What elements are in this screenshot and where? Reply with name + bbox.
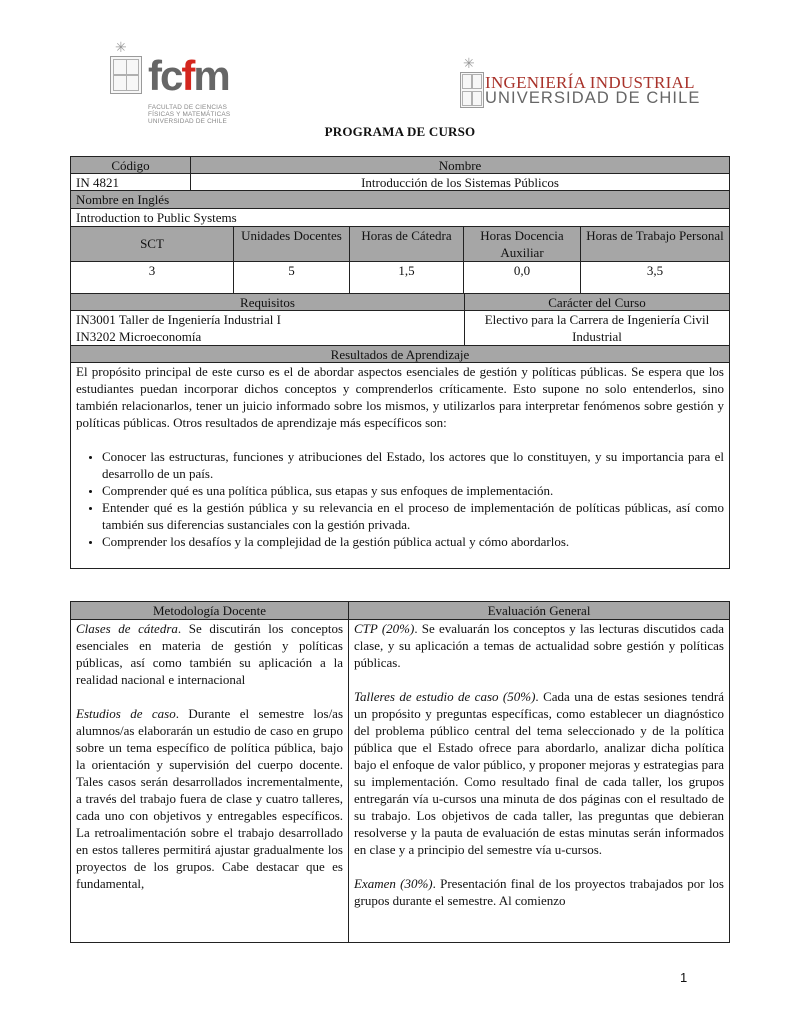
university-crest-icon: [110, 56, 142, 94]
caracter-header: Carácter del Curso: [464, 293, 730, 311]
fcfm-wordmark: fcfm: [148, 52, 229, 99]
resultados-list: [76, 448, 724, 550]
metodologia-paragraph: Estudios de caso. Durante el semestre los/as alumnos/as elaborarán un estudio de caso en grupo sobre un tema específico de política pública, bajo la orientación y supervisión del cuerpo docente. Tales casos serán desarrollados incrementalmente, a través del trabajo fuera de clase y cuatro talleres, cada uno con objetivos y entregables específicos. La retroalimentación sobre el trabajo desarrollado en estos talleres permitirá ajustar gradualmente los proyectos de los grupos. Cabe destacar que es fundamental,: [76, 706, 344, 891]
caracter-value: Electivo para la Carrera de Ingeniería Civil Industrial: [464, 310, 730, 346]
logo-line-2: UNIVERSIDAD DE CHILE: [485, 89, 701, 107]
paragraph-lead: CTP (20%): [354, 621, 415, 636]
sun-icon: ✳: [463, 57, 475, 72]
evaluacion-header: Evaluación General: [348, 601, 730, 620]
nombre-header: Nombre: [190, 156, 730, 174]
evaluacion-paragraph: Talleres de estudio de caso (50%). Cada una de estas sesiones tendrá un propósito y preguntas específicas, como establecer un diagnóstico del problema público central del tema seleccionado y de la política pública que el Estado ofrece para abordarlo, analizar dicha política bajo el enfoque de valor público, y proponer mejoras y estrategias para su implementación. Como resultado final de cada taller, los grupos entregarán vía u-cursos una minuta de dos páginas con el resultado de su trabajo. Los objetivos de cada taller, las preguntas que debieran resolverse y la pauta de evaluación de estas minutas serán informados en clase y a principio del semestre vía u-cursos.: [354, 689, 724, 857]
paragraph-lead: Clases de cátedra: [76, 621, 178, 636]
horas-docencia-auxiliar-header: Horas Docencia Auxiliar: [463, 226, 581, 262]
sct-header: SCT: [70, 226, 234, 262]
fcfm-subtitle: FACULTAD DE CIENCIAS FÍSICAS Y MATEMÁTICAS UNIVERSIDAD DE CHILE: [148, 104, 231, 125]
ingenieria-industrial-logo: [459, 57, 701, 110]
nombre-ingles-header: Nombre en Inglés: [70, 190, 730, 209]
nombre-value: Introducción de los Sistemas Públicos: [190, 173, 730, 191]
requisito-item: IN3001 Taller de Ingeniería Industrial I: [76, 312, 281, 327]
resultado-item: • Conocer las estructuras, funciones y atribuciones del Estado, los actores que lo constituyen, y su importancia para el desarrollo de un país.: [102, 448, 724, 482]
paragraph-lead: Estudios de caso: [76, 706, 176, 721]
metodologia-header: Metodología Docente: [70, 601, 349, 620]
evaluacion-paragraph: CTP (20%). Se evaluarán los conceptos y las lecturas discutidos cada clase, y su aplicación a temas de actualidad sobre gestión y políticas públicas.: [354, 621, 724, 670]
metodologia-paragraph: Clases de cátedra. Se discutirán los conceptos esenciales en materia de gestión y políticas públicas, así como también su aplicación a la realidad nacional e internacional: [76, 621, 344, 687]
horas-docencia-auxiliar-value: 0,0: [463, 261, 581, 294]
evaluacion-body: [348, 619, 730, 943]
codigo-value: IN 4821: [70, 173, 191, 191]
resultado-item: • Comprender qué es una política pública, sus etapas y sus enfoques de implementación.: [102, 482, 724, 499]
page-number: 1: [680, 970, 688, 985]
resultados-header: Resultados de Aprendizaje: [70, 345, 730, 363]
nombre-ingles-value: Introduction to Public Systems: [70, 208, 730, 227]
unidades-docentes-value: 5: [233, 261, 350, 294]
codigo-header: Código: [70, 156, 191, 174]
requisito-item: IN3202 Microeconomía: [76, 329, 202, 344]
resultados-body: [70, 362, 730, 569]
horas-trabajo-personal-value: 3,5: [580, 261, 730, 294]
logo-line-1: INGENIERÍA INDUSTRIAL: [485, 73, 695, 92]
document-title: PROGRAMA DE CURSO: [324, 124, 476, 139]
unidades-docentes-header: Unidades Docentes: [233, 226, 350, 262]
resultados-intro: El propósito principal de este curso es el de abordar aspectos esenciales de gestión y políticas públicas. Se espera que los estudiantes puedan incorporar dichos conceptos y comprenderlos críticamente. Esto supone no solo entenderlos, sino también relacionarlos, tener un juicio informado sobre los mismos, y utilizarlos para interpretar fenómenos sobre gestión y políticas públicas. Otros resultados de aprendizaje más específicos son:: [76, 364, 724, 430]
paragraph-lead: Examen (30%): [354, 876, 433, 891]
resultado-item: • Entender qué es la gestión pública y su relevancia en el proceso de implementación de políticas públicas, así como también sus diferencias sustanciales con la gestión privada.: [102, 499, 724, 533]
metodologia-body: [70, 619, 349, 943]
resultado-item: • Comprender los desafíos y la complejidad de la gestión pública actual y cómo abordarlos.: [102, 533, 724, 550]
paragraph-lead: Talleres de estudio de caso (50%): [354, 689, 536, 704]
evaluacion-paragraph: Examen (30%). Presentación final de los proyectos trabajados por los grupos durante el semestre. Al comienzo: [354, 876, 724, 908]
fcfm-logo: [108, 42, 233, 128]
requisitos-header: Requisitos: [70, 293, 465, 311]
university-crest-icon: [460, 72, 484, 108]
horas-trabajo-personal-header: Horas de Trabajo Personal: [580, 226, 730, 262]
horas-catedra-header: Horas de Cátedra: [349, 226, 464, 262]
requisitos-list: [70, 310, 465, 346]
horas-catedra-value: 1,5: [349, 261, 464, 294]
sun-icon: ✳: [115, 41, 127, 56]
sct-value: 3: [70, 261, 234, 294]
